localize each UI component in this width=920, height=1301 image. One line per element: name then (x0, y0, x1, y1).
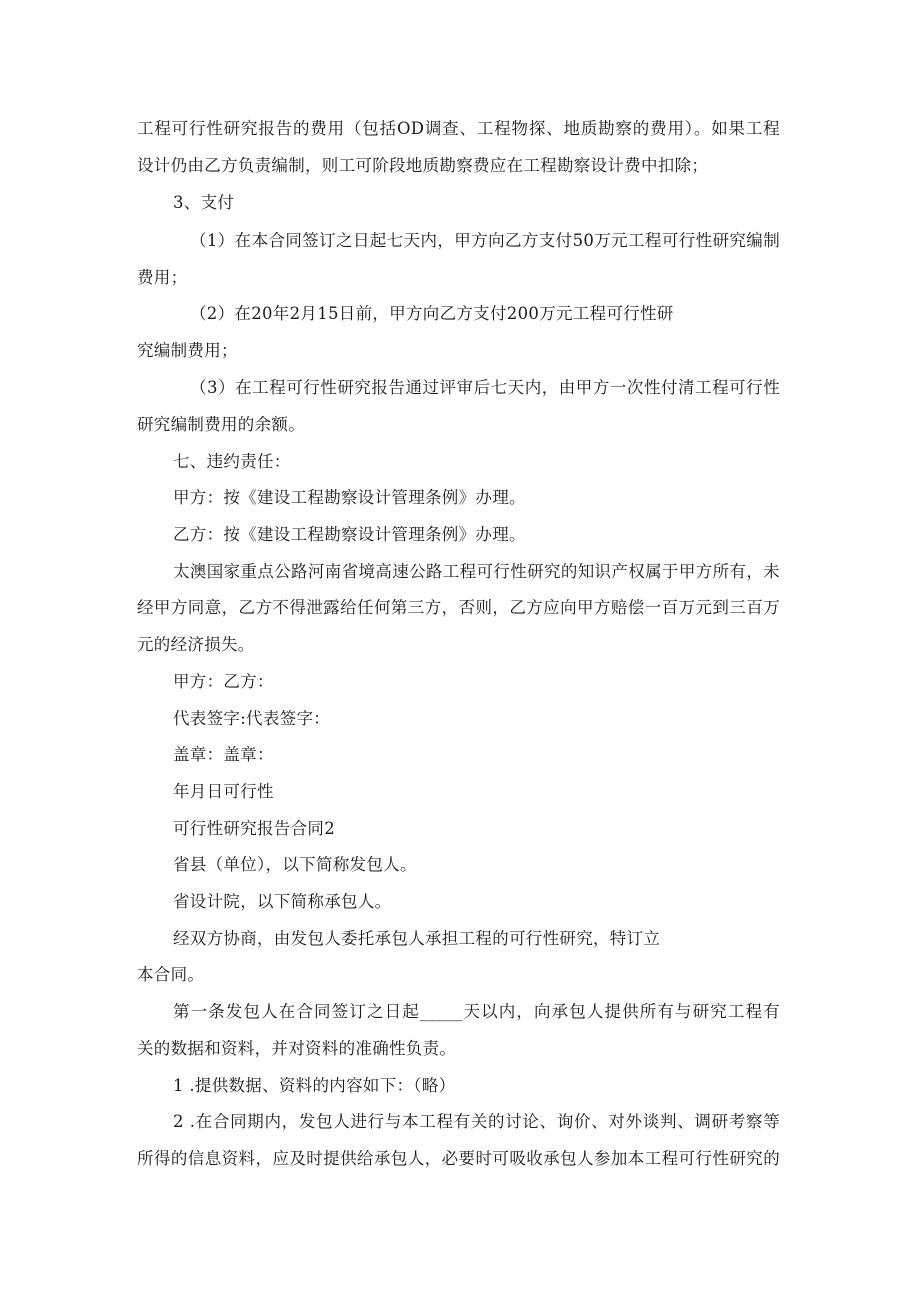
text-line: 本合同。 (137, 965, 205, 984)
text-line: 关的数据和资料，并对资料的准确性负责。 (137, 1039, 457, 1058)
text-line: 代表签字:代表签字： (173, 709, 331, 728)
section-heading: 3、支付 (173, 193, 235, 212)
section-heading: 七、违约责任： (173, 452, 291, 471)
text-line: （1）在本合同签订之日起七天内，甲方向乙方支付50万元工程可行性研究编制 (190, 231, 780, 250)
text-line: 费用； (137, 268, 188, 287)
text-line: 究编制费用； (137, 341, 238, 360)
text-line: 可行性研究报告合同2 (173, 819, 335, 838)
text-line: （2）在20年2月15日前，甲方向乙方支付200万元工程可行性研 (190, 304, 674, 323)
text-line: 元的经济损失。 (137, 635, 255, 654)
text-line: 甲方：乙方： (173, 672, 274, 691)
text-line: 省设计院，以下简称承包人。 (173, 892, 392, 911)
text-line: 盖章：盖章： (173, 745, 274, 764)
text-line: 所得的信息资料，应及时提供给承包人，必要时可吸收承包人参加本工程可行性研究的 (137, 1149, 780, 1168)
text-line: 省县（单位），以下简称发包人。 (173, 855, 417, 874)
text-line: 年月日可行性 (173, 782, 274, 801)
text-line: 经双方协商，由发包人委托承包人承担工程的可行性研究，特订立 (173, 929, 661, 948)
text-line: 工程可行性研究报告的费用（包括OD调查、工程物探、地质勘察的费用）。如果工程 (137, 119, 780, 138)
text-line: 乙方：按《建设工程勘察设计管理条例》办理。 (173, 525, 526, 544)
text-line: 甲方：按《建设工程勘察设计管理条例》办理。 (173, 488, 526, 507)
text-line: 设计仍由乙方负责编制，则工可阶段地质勘察费应在工程勘察设计费中扣除； (137, 156, 709, 175)
text-line: （3）在工程可行性研究报告通过评审后七天内，由甲方一次性付清工程可行性 (190, 378, 780, 397)
text-line: 经甲方同意，乙方不得泄露给任何第三方，否则，乙方应向甲方赔偿一百万元到三百万 (137, 598, 780, 617)
list-item: 2 .在合同期内，发包人进行与本工程有关的讨论、询价、对外谈判、调研考察等 (173, 1112, 780, 1131)
list-item: 1 .提供数据、资料的内容如下：（略） (173, 1076, 456, 1095)
text-line: 研究编制费用的余额。 (137, 415, 305, 434)
text-line: 第一条发包人在合同签订之日起_____天以内，向承包人提供所有与研究工程有 (173, 1002, 780, 1021)
text-line: 太澳国家重点公路河南省境高速公路工程可行性研究的知识产权属于甲方所有，未 (173, 562, 780, 581)
